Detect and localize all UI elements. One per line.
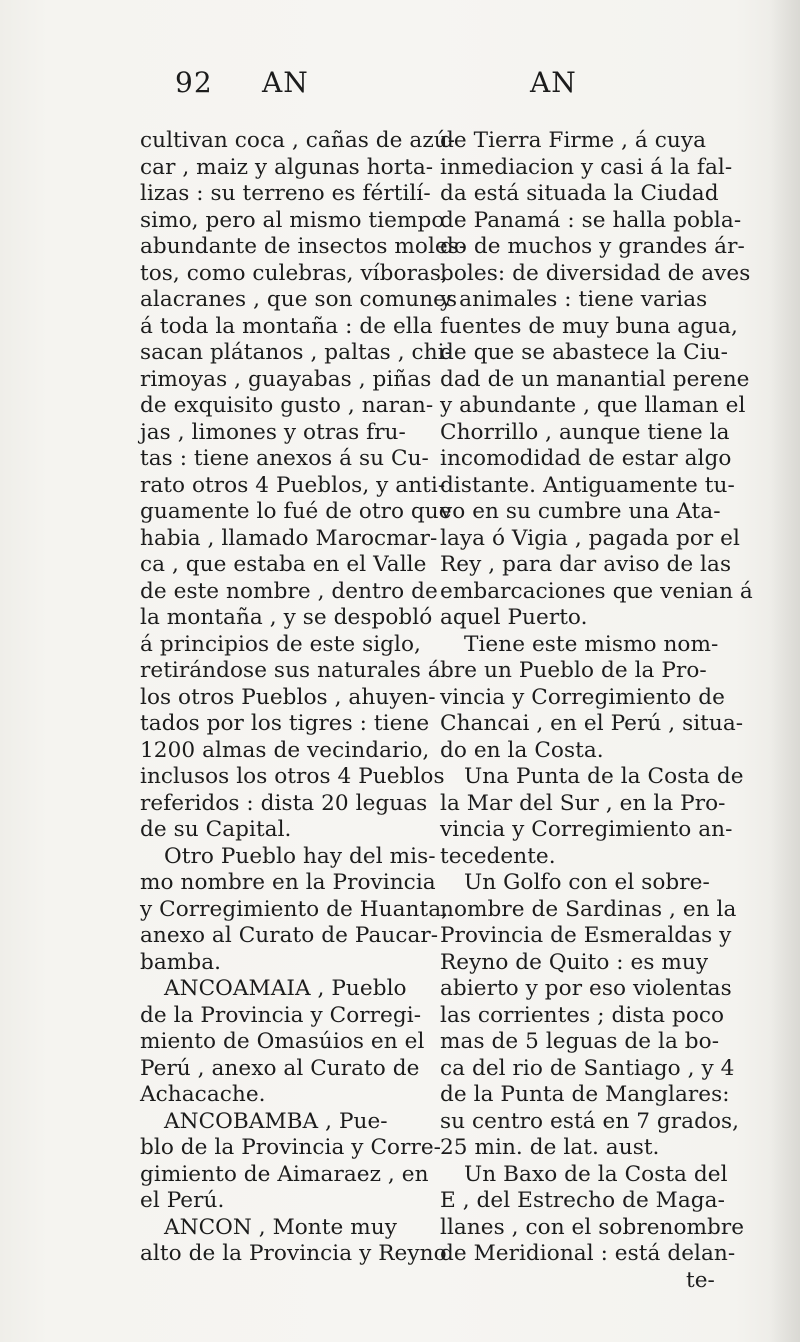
text-line: tados por los tigres : tiene bbox=[140, 711, 430, 736]
text-line: bamba. bbox=[140, 949, 222, 975]
text-line: jas , limones y otras fru- bbox=[140, 419, 406, 445]
text-line: Provincia de Esmeraldas y bbox=[440, 923, 732, 948]
text-line: laya ó Vigia , pagada por el bbox=[440, 525, 740, 551]
text-line: y Corregimiento de Huanta, bbox=[140, 896, 449, 922]
text-line: tos, como culebras, víboras, bbox=[140, 260, 448, 286]
text-line: simo, pero al mismo tiempo bbox=[140, 207, 445, 233]
text-line: ca , que estaba en el Valle bbox=[140, 552, 427, 577]
text-line: miento de Omasúios en el bbox=[140, 1029, 425, 1054]
text-line: el Perú. bbox=[140, 1188, 225, 1213]
text-line: los otros Pueblos , ahuyen- bbox=[140, 684, 436, 710]
left-text-column bbox=[140, 128, 467, 1268]
paragraph-start-line: Un Golfo con el sobre- bbox=[464, 870, 710, 895]
text-line: tas : tiene anexos á su Cu- bbox=[140, 446, 429, 471]
paragraph-start-line: Tiene este mismo nom- bbox=[464, 631, 719, 657]
text-line: nombre de Sardinas , en la bbox=[440, 896, 737, 922]
text-line: aquel Puerto. bbox=[440, 605, 588, 630]
entry-heading-line: ANCOBAMBA , Pue- bbox=[164, 1108, 388, 1134]
catchword: te- bbox=[686, 1267, 715, 1293]
text-line: inclusos los otros 4 Pueblos bbox=[140, 764, 445, 789]
text-line: llanes , con el sobrenombre bbox=[440, 1214, 745, 1240]
text-line: sacan plátanos , paltas , chi- bbox=[140, 340, 452, 365]
text-line: de Tierra Firme , á cuya bbox=[440, 128, 707, 153]
paragraph-start-line: Una Punta de la Costa de bbox=[464, 764, 744, 789]
text-line: 1200 almas de vecindario, bbox=[140, 737, 430, 763]
text-line: dad de un manantial perene bbox=[440, 366, 750, 392]
text-line: mo nombre en la Provincia bbox=[140, 870, 436, 895]
text-line: do de muchos y grandes ár- bbox=[440, 234, 745, 259]
text-line: guamente lo fué de otro que bbox=[140, 499, 452, 524]
text-line: E , del Estrecho de Maga- bbox=[440, 1188, 725, 1213]
text-line: vincia y Corregimiento an- bbox=[440, 817, 733, 842]
text-line: car , maiz y algunas horta- bbox=[140, 154, 434, 180]
text-line: habia , llamado Marocmar- bbox=[140, 525, 438, 551]
running-head-left: AN bbox=[262, 66, 309, 99]
text-line: Reyno de Quito : es muy bbox=[440, 949, 709, 975]
text-line: vo en su cumbre una Ata- bbox=[440, 499, 721, 524]
text-line: do en la Costa. bbox=[440, 737, 604, 763]
text-line: Achacache. bbox=[140, 1082, 266, 1107]
text-line: abierto y por eso violentas bbox=[440, 976, 732, 1001]
text-line: de su Capital. bbox=[140, 817, 292, 842]
text-line: lizas : su terreno es fértilí- bbox=[140, 181, 431, 206]
text-line: la montaña , y se despobló bbox=[140, 605, 433, 630]
right-text-column bbox=[440, 128, 753, 1294]
text-line: embarcaciones que venian á bbox=[440, 578, 753, 604]
entry-heading-line: ANCON , Monte muy bbox=[164, 1214, 397, 1240]
text-line: á toda la montaña : de ella bbox=[140, 313, 433, 339]
text-line: boles: de diversidad de aves bbox=[440, 260, 751, 286]
text-line: y abundante , que llaman el bbox=[440, 393, 746, 418]
text-line: á principios de este siglo, bbox=[140, 631, 421, 657]
text-line: referidos : dista 20 leguas bbox=[140, 790, 428, 816]
text-line: y animales : tiene varias bbox=[440, 287, 708, 312]
page-edge-shadow bbox=[770, 0, 800, 1342]
text-line: cultivan coca , cañas de azú- bbox=[140, 128, 456, 153]
text-line: tecedente. bbox=[440, 843, 556, 869]
text-line: la Mar del Sur , en la Pro- bbox=[440, 790, 726, 816]
text-line: de exquisito gusto , naran- bbox=[140, 393, 434, 418]
text-line: Perú , anexo al Curato de bbox=[140, 1055, 420, 1081]
entry-heading-line: ANCOAMAIA , Pueblo bbox=[164, 976, 407, 1001]
running-head-right: AN bbox=[530, 66, 577, 99]
text-line: anexo al Curato de Paucar- bbox=[140, 923, 439, 948]
text-line: Chorrillo , aunque tiene la bbox=[440, 419, 730, 445]
text-line: rato otros 4 Pueblos, y anti- bbox=[140, 472, 446, 498]
text-line: Chancai , en el Perú , situa- bbox=[440, 711, 744, 736]
text-line: alacranes , que son comunes bbox=[140, 287, 458, 312]
text-line: bre un Pueblo de la Pro- bbox=[440, 658, 707, 683]
text-line: rimoyas , guayabas , piñas bbox=[140, 366, 432, 392]
text-line: vincia y Corregimiento de bbox=[440, 684, 725, 710]
text-line: inmediacion y casi á la fal- bbox=[440, 154, 733, 180]
text-line: distante. Antiguamente tu- bbox=[440, 472, 735, 498]
text-line: Rey , para dar aviso de las bbox=[440, 552, 732, 577]
paragraph-start-line: Un Baxo de la Costa del bbox=[464, 1161, 728, 1187]
text-line: alto de la Provincia y Reyno bbox=[140, 1241, 447, 1266]
page-number: 92 bbox=[175, 66, 213, 99]
text-line: ca del rio de Santiago , y 4 bbox=[440, 1055, 735, 1081]
paragraph-start-line: Otro Pueblo hay del mis- bbox=[164, 843, 436, 869]
text-line: mas de 5 leguas de la bo- bbox=[440, 1029, 720, 1054]
text-line: las corrientes ; dista poco bbox=[440, 1002, 725, 1028]
text-line: retirándose sus naturales á bbox=[140, 658, 441, 683]
text-line: incomodidad de estar algo bbox=[440, 446, 732, 471]
text-line: de Meridional : está delan- bbox=[440, 1241, 736, 1266]
text-line: blo de la Provincia y Corre- bbox=[140, 1135, 442, 1160]
text-line: de Panamá : se halla pobla- bbox=[440, 207, 742, 233]
text-line: de la Punta de Manglares: bbox=[440, 1082, 730, 1107]
text-line: gimiento de Aimaraez , en bbox=[140, 1161, 429, 1187]
page-header bbox=[0, 66, 800, 106]
text-line: de la Provincia y Corregi- bbox=[140, 1002, 422, 1028]
text-line: da está situada la Ciudad bbox=[440, 181, 719, 206]
text-line: su centro está en 7 grados, bbox=[440, 1108, 740, 1134]
text-line: de que se abastece la Ciu- bbox=[440, 340, 728, 365]
text-line: fuentes de muy buna agua, bbox=[440, 313, 738, 339]
text-line: 25 min. de lat. aust. bbox=[440, 1135, 660, 1160]
text-line: abundante de insectos moles- bbox=[140, 234, 467, 259]
text-line: de este nombre , dentro de bbox=[140, 578, 438, 604]
